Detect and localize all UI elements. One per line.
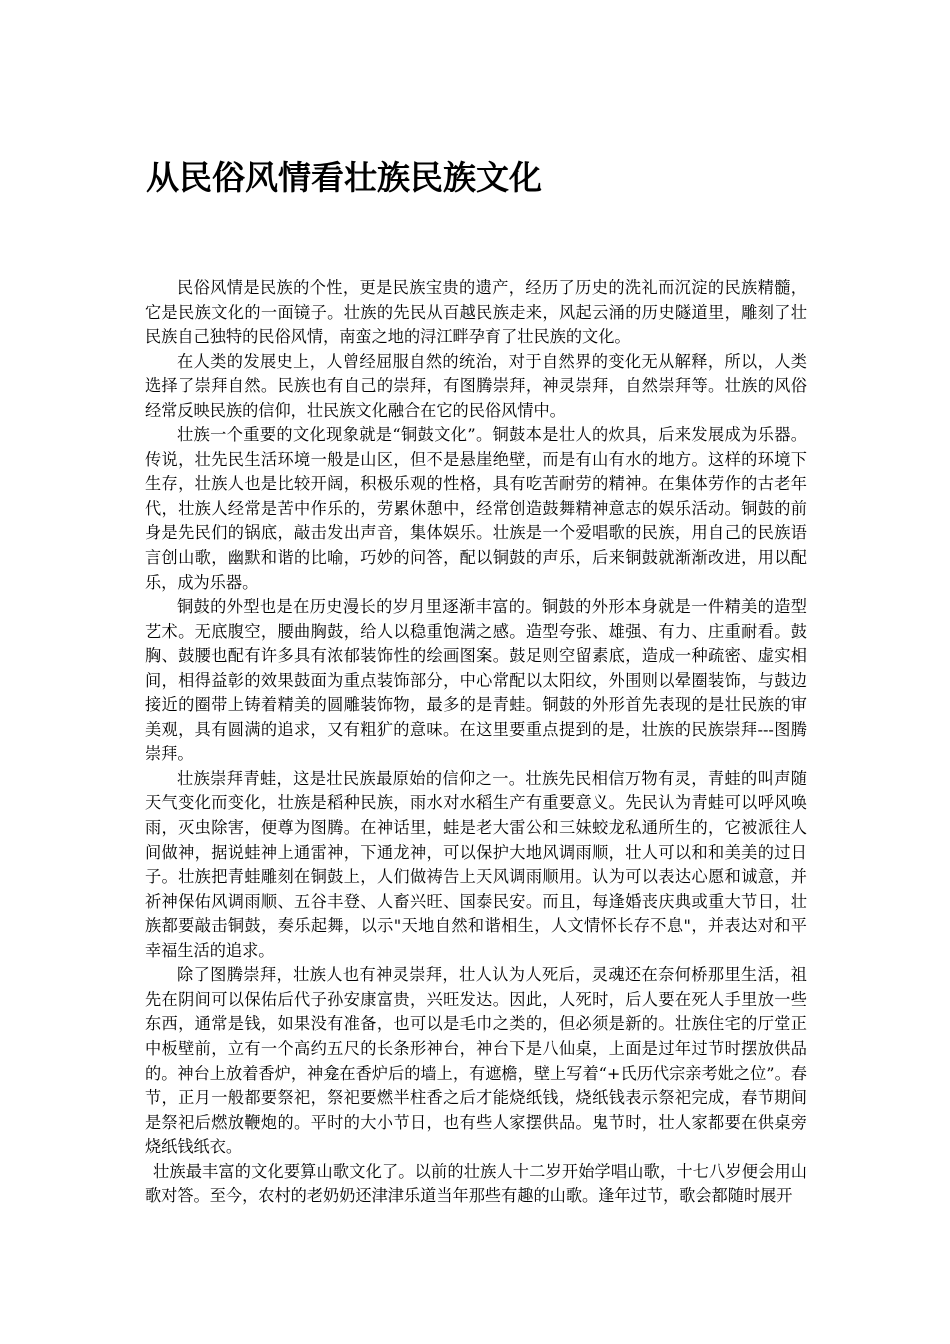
document-title: 从民俗风情看壮族民族文化 [146, 158, 542, 197]
document-body [145, 276, 807, 1209]
paragraph-7: 壮族最丰富的文化要算山歌文化了。以前的壮族人十二岁开始学唱山歌，十七八岁便会用山歌对答。至今，农村的老奶奶还津津乐道当年那些有趣的山歌。逢年过节，歌会都随时展开 [145, 1161, 807, 1206]
paragraph-6: 除了图腾崇拜，壮族人也有神灵崇拜，壮人认为人死后，灵魂还在奈何桥那里生活，祖先在阴间可以保佑后代子孙安康富贵，兴旺发达。因此，人死时，后人要在死人手里放一些东西，通常是钱，如果没有准备，也可以是毛巾之类的，但必须是新的。壮族住宅的厅堂正中板壁前，立有一个高约五尺的长条形神台，神台下是八仙桌，上面是过年过节时摆放供品的。神台上放着香炉，神龛在香炉后的墙上，有遮檐，壁上写着“+氏历代宗亲考妣之位”。春节，正月一般都要祭祀，祭祀要燃半柱香之后才能烧纸钱，烧纸钱表示祭祀完成，春节期间是祭祀后燃放鞭炮的。平时的大小节日，也有些人家摆供品。鬼节时，壮人家都要在供桌旁烧纸钱纸衣。 [145, 965, 807, 1157]
paragraph-1: 民俗风情是民族的个性，更是民族宝贵的遗产，经历了历史的洗礼而沉淀的民族精髓，它是民族文化的一面镜子。壮族的先民从百越民族走来，风起云涌的历史隧道里，雕刻了壮民族自己独特的民俗风情，南蛮之地的浔江畔孕育了壮民族的文化。 [145, 278, 807, 347]
paragraph-2: 在人类的发展史上，人曾经屈服自然的统治，对于自然界的变化无从解释，所以，人类选择了崇拜自然。民族也有自己的崇拜，有图腾崇拜，神灵崇拜，自然崇拜等。壮族的风俗经常反映民族的信仰，壮民族文化融合在它的民俗风情中。 [145, 351, 807, 420]
paragraph-5: 壮族崇拜青蛙，这是壮民族最原始的信仰之一。壮族先民相信万物有灵，青蛙的叫声随天气变化而变化，壮族是稻种民族，雨水对水稻生产有重要意义。先民认为青蛙可以呼风唤雨，灭虫除害，便尊为图腾。在神话里，蛙是老大雷公和三妹蛟龙私通所生的，它被派往人间做神，据说蛙神上通雷神，下通龙神，可以保护大地风调雨顺，壮人可以和和美美的过日子。壮族把青蛙雕刻在铜鼓上，人们做祷告上天风调雨顺用。认为可以表达心愿和诚意，并祈神保佑风调雨顺、五谷丰登、人畜兴旺、国泰民安。而且，每逢婚丧庆典或重大节日，壮族都要敲击铜鼓，奏乐起舞，以示"天地自然和谐相生，人文情怀长存不息"，并表达对和平幸福生活的追求。 [145, 768, 807, 960]
paragraph-4: 铜鼓的外型也是在历史漫长的岁月里逐渐丰富的。铜鼓的外形本身就是一件精美的造型艺术。无底腹空，腰曲胸鼓，给人以稳重饱满之感。造型夸张、雄强、有力、庄重耐看。鼓胸、鼓腰也配有许多具有浓郁装饰性的绘画图案。鼓足则空留素底，造成一种疏密、虚实相间，相得益彰的效果鼓面为重点装饰部分，中心常配以太阳纹，外围则以晕圈装饰，与鼓边接近的圈带上铸着精美的圆雕装饰物，最多的是青蛙。铜鼓的外形首先表现的是壮民族的审美观，具有圆满的追求，又有粗犷的意味。在这里要重点提到的是，壮族的民族崇拜---图腾崇拜。 [145, 597, 807, 764]
paragraph-3: 壮族一个重要的文化现象就是“铜鼓文化”。铜鼓本是壮人的炊具，后来发展成为乐器。传说，壮先民生活环境一般是山区，但不是悬崖绝壁，而是有山有水的地方。这样的环境下生存，壮族人也是比较开阔，积极乐观的性格，具有吃苦耐劳的精神。在集体劳作的古老年代，壮族人经常是苦中作乐的，劳累休憩中，经常创造鼓舞精神意志的娱乐活动。铜鼓的前身是先民们的锅底，敲击发出声音，集体娱乐。壮族是一个爱唱歌的民族，用自己的民族语言创山歌，幽默和谐的比喻，巧妙的问答，配以铜鼓的声乐，后来铜鼓就渐渐改进，用以配乐，成为乐器。 [145, 425, 807, 592]
